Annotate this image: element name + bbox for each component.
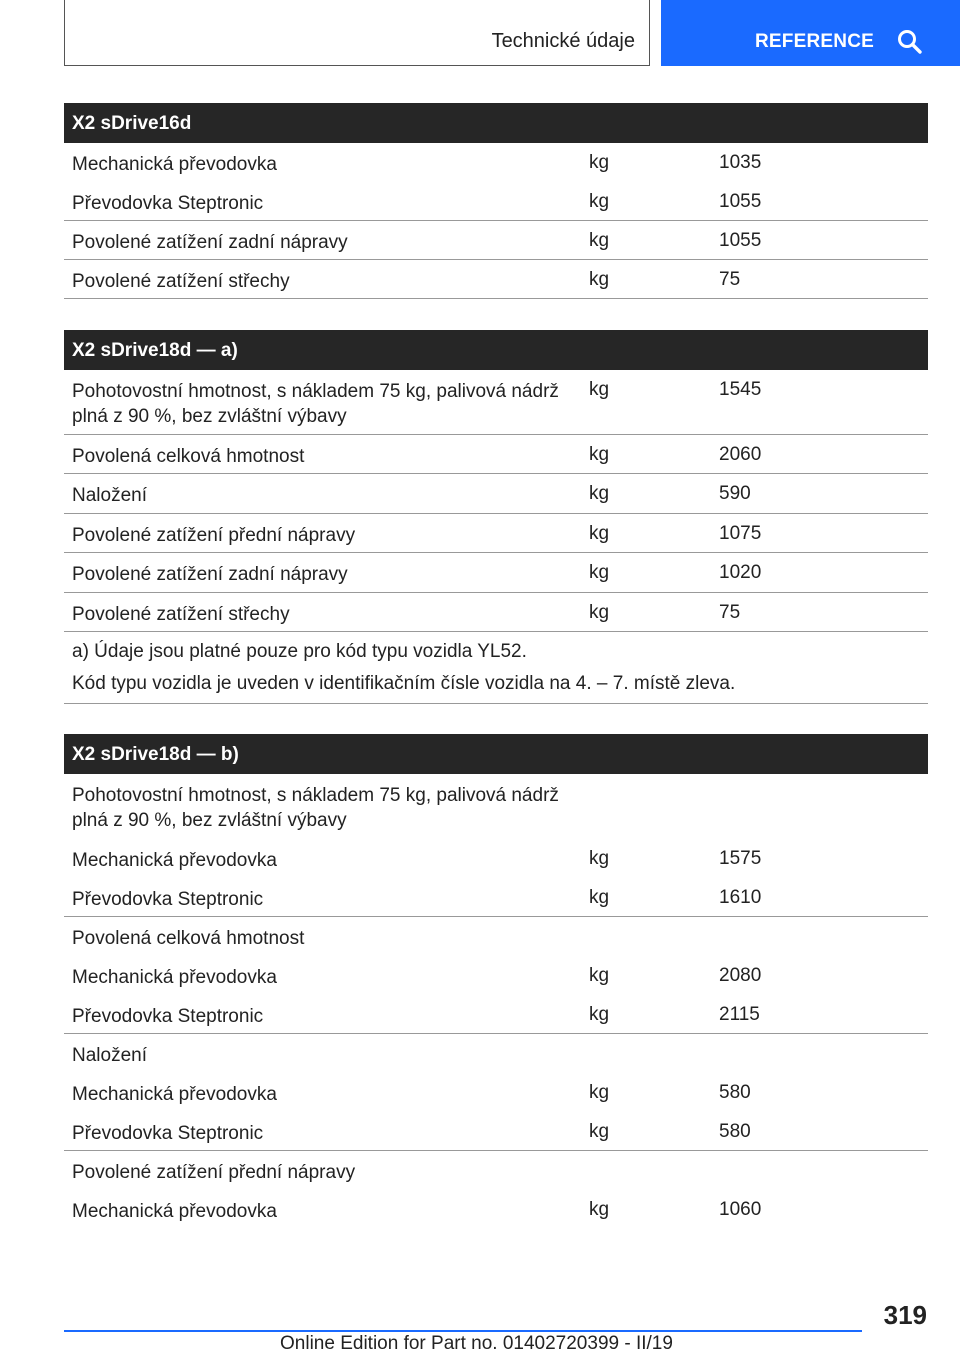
- row-value: 1020: [719, 562, 762, 583]
- row-unit: kg: [589, 523, 610, 544]
- table-row: [64, 260, 928, 299]
- row-value: 1055: [719, 230, 762, 251]
- table-row: [64, 370, 928, 435]
- row-value: 580: [719, 1121, 751, 1142]
- row-label: Povolené zatížení zadní nápravy: [72, 564, 348, 585]
- table-row: [64, 514, 928, 553]
- table-row: [64, 143, 928, 182]
- row-label: Povolené zatížení přední nápravy: [72, 1162, 356, 1183]
- section-sdrive16d: [64, 103, 928, 299]
- table-row: [64, 1151, 928, 1190]
- row-value: 580: [719, 1082, 751, 1103]
- row-unit: kg: [589, 269, 610, 290]
- table-row: [64, 474, 928, 514]
- row-value: 2115: [719, 1004, 760, 1025]
- section-title: X2 sDrive16d: [64, 103, 928, 143]
- table-row: [64, 1034, 928, 1073]
- section-sdrive18d-a: [64, 330, 928, 704]
- row-label: Povolené zatížení střechy: [72, 271, 290, 292]
- row-value: 1060: [719, 1199, 762, 1220]
- row-label: Mechanická převodovka: [72, 1084, 277, 1105]
- row-unit: kg: [589, 887, 610, 908]
- table-row: [64, 553, 928, 593]
- header-title-box: [64, 0, 650, 66]
- row-label: Mechanická převodovka: [72, 967, 277, 988]
- row-unit: kg: [589, 230, 610, 251]
- reference-tab[interactable]: [661, 0, 960, 66]
- row-value: 1610: [719, 887, 762, 908]
- page-number: 319: [883, 1300, 927, 1330]
- row-value: 1055: [719, 191, 762, 212]
- row-unit: kg: [589, 152, 610, 173]
- table-row: [64, 593, 928, 632]
- row-label: Povolená celková hmotnost: [72, 446, 305, 467]
- footnote-line: a) Údaje jsou platné pouze pro kód typu vozidla YL52.: [72, 641, 527, 662]
- row-label: Povolené zatížení střechy: [72, 604, 290, 625]
- table-row: [64, 1112, 928, 1151]
- row-label: Převodovka Steptronic: [72, 193, 264, 214]
- row-label: Naložení: [72, 1045, 147, 1066]
- row-label: Pohotovostní hmotnost, s nákladem 75 kg, palivová nádrž plná z 90 %, bez zvláštní výbavy: [72, 785, 559, 831]
- row-unit: kg: [589, 379, 610, 400]
- row-unit: kg: [589, 562, 610, 583]
- row-label: Mechanická převodovka: [72, 154, 277, 175]
- table-row: [64, 917, 928, 956]
- row-label: Naložení: [72, 485, 147, 506]
- row-label: Převodovka Steptronic: [72, 1006, 264, 1027]
- table-row: [64, 995, 928, 1034]
- table-row: [64, 839, 928, 878]
- row-value: 75: [719, 269, 741, 290]
- row-label: Povolené zatížení přední nápravy: [72, 525, 356, 546]
- table-row: [64, 1190, 928, 1229]
- row-unit: kg: [589, 1121, 610, 1142]
- table-row: [64, 1073, 928, 1112]
- row-unit: kg: [589, 602, 610, 623]
- footer-divider: [64, 1330, 862, 1332]
- search-icon[interactable]: [897, 29, 923, 55]
- row-unit: kg: [589, 1082, 610, 1103]
- footnote-line: Kód typu vozidla je uveden v identifikačním čísle vozidla na 4. – 7. místě zleva.: [72, 673, 736, 694]
- row-value: 590: [719, 483, 751, 504]
- row-label: Převodovka Steptronic: [72, 889, 264, 910]
- row-unit: kg: [589, 1004, 610, 1025]
- row-value: 2080: [719, 965, 762, 986]
- row-value: 2060: [719, 444, 762, 465]
- row-label: Mechanická převodovka: [72, 850, 277, 871]
- section-footnote: [64, 632, 928, 704]
- row-value: 1075: [719, 523, 762, 544]
- row-value: 1035: [719, 152, 762, 173]
- row-label: Povolená celková hmotnost: [72, 928, 305, 949]
- row-unit: kg: [589, 483, 610, 504]
- row-value: 1575: [719, 848, 762, 869]
- table-row: [64, 774, 928, 839]
- table-row: [64, 221, 928, 260]
- page-title: Technické údaje: [491, 30, 635, 52]
- table-row: [64, 956, 928, 995]
- section-title: X2 sDrive18d — a): [64, 330, 928, 370]
- row-label: Povolené zatížení zadní nápravy: [72, 232, 348, 253]
- table-row: [64, 182, 928, 221]
- section-sdrive18d-b: [64, 734, 928, 1229]
- row-label: Mechanická převodovka: [72, 1201, 277, 1222]
- row-label: Převodovka Steptronic: [72, 1123, 264, 1144]
- row-value: 75: [719, 602, 741, 623]
- row-unit: kg: [589, 444, 610, 465]
- edition-text: Online Edition for Part no. 01402720399 - II/19: [280, 1333, 673, 1354]
- row-unit: kg: [589, 191, 610, 212]
- row-value: 1545: [719, 379, 762, 400]
- table-row: [64, 878, 928, 917]
- row-label: Pohotovostní hmotnost, s nákladem 75 kg, palivová nádrž plná z 90 %, bez zvláštní výbavy: [72, 381, 559, 427]
- row-unit: kg: [589, 1199, 610, 1220]
- row-unit: kg: [589, 848, 610, 869]
- table-row: [64, 435, 928, 474]
- reference-label: REFERENCE: [755, 31, 874, 52]
- section-title: X2 sDrive18d — b): [64, 734, 928, 774]
- row-unit: kg: [589, 965, 610, 986]
